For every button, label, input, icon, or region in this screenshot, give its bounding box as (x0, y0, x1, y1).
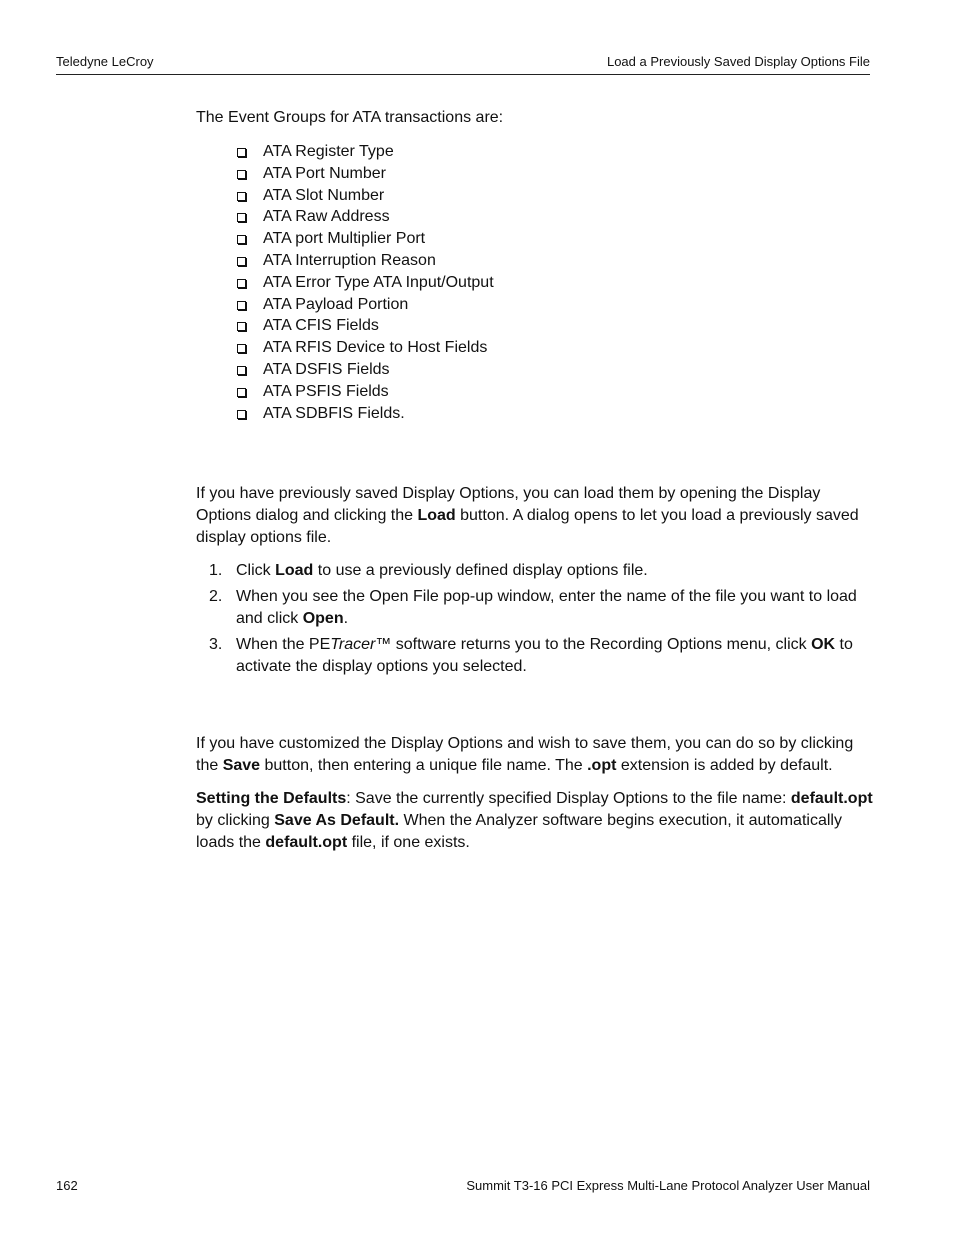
page-number: 162 (56, 1178, 78, 1193)
list-item: ATA port Multiplier Port (236, 228, 876, 250)
checkbox-bullet-icon (237, 366, 246, 375)
checkbox-bullet-icon (237, 148, 246, 157)
checkbox-bullet-icon (237, 301, 246, 310)
checkbox-bullet-icon (237, 192, 246, 201)
list-item: ATA Interruption Reason (236, 250, 876, 272)
list-item: ATA RFIS Device to Host Fields (236, 337, 876, 359)
list-item: ATA Error Type ATA Input/Output (236, 272, 876, 294)
step-number: 2. (209, 588, 223, 606)
checkbox-bullet-icon (237, 170, 246, 179)
event-groups-list (196, 141, 876, 424)
step-number: 1. (209, 562, 223, 580)
page-content (196, 107, 876, 854)
step-number: 3. (209, 636, 223, 654)
checkbox-bullet-icon (237, 322, 246, 331)
header-section-title: Load a Previously Saved Display Options File (606, 54, 870, 69)
list-item: ATA Payload Portion (236, 294, 876, 316)
load-steps-list (196, 560, 876, 678)
checkbox-bullet-icon (237, 279, 246, 288)
list-item: ATA Slot Number (236, 185, 876, 207)
list-item: ATA Raw Address (236, 206, 876, 228)
list-item: 3. When the PETracer™ software returns you to the Recording Options menu, click OK to activate the display options you selected. (209, 636, 853, 676)
header-company: Teledyne LeCroy (56, 54, 154, 69)
checkbox-bullet-icon (237, 410, 246, 419)
list-item: ATA DSFIS Fields (236, 359, 876, 381)
list-item: 2. When you see the Open File pop-up window, enter the name of the file you want to load and click Open. (209, 588, 857, 628)
checkbox-bullet-icon (237, 344, 246, 353)
list-item: ATA PSFIS Fields (236, 381, 876, 403)
checkbox-bullet-icon (237, 235, 246, 244)
load-paragraph: If you have previously saved Display Options, you can load them by opening the Display Options dialog and clicking the Load button. A dialog opens to let you load a previously saved display options file. (196, 485, 859, 547)
checkbox-bullet-icon (237, 257, 246, 266)
defaults-paragraph: Setting the Defaults: Save the currently specified Display Options to the file name: default.opt by clicking Save As Default. When the Analyzer software begins execution, it automatically loads the default.opt file, if one exists. (196, 790, 873, 852)
manual-title: Summit T3-16 PCI Express Multi-Lane Protocol Analyzer User Manual (466, 1178, 870, 1193)
list-item: ATA SDBFIS Fields. (236, 403, 876, 425)
list-item: 1. Click Load to use a previously defined display options file. (196, 560, 876, 582)
page-header (56, 52, 870, 75)
checkbox-bullet-icon (237, 213, 246, 222)
list-item: ATA Register Type (236, 141, 876, 163)
checkbox-bullet-icon (237, 388, 246, 397)
event-groups-intro: The Event Groups for ATA transactions are: (196, 109, 504, 126)
save-paragraph: If you have customized the Display Options and wish to save them, you can do so by clicking the Save button, then entering a unique file name. The .opt extension is added by default. (196, 735, 854, 775)
list-item: ATA CFIS Fields (236, 315, 876, 337)
page-footer (56, 1175, 870, 1197)
list-item: ATA Port Number (236, 163, 876, 185)
